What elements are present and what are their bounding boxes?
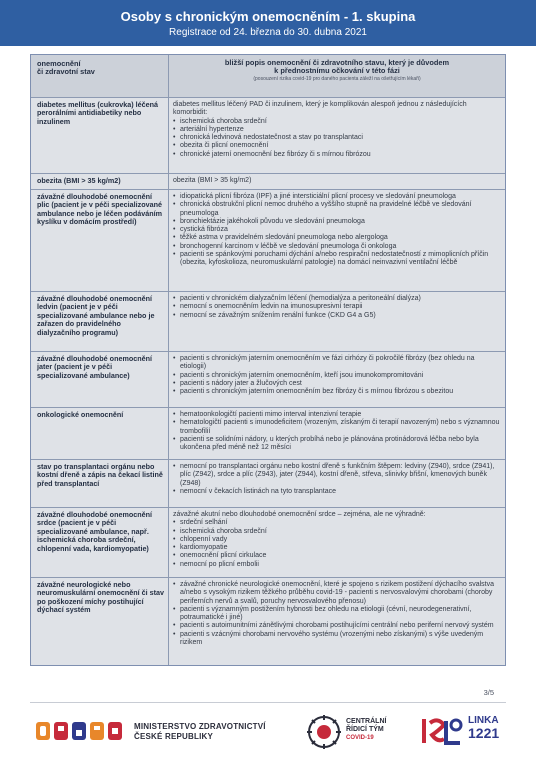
crt-name-line2: ŘÍDICÍ TÝM [346, 726, 384, 733]
list-item: • hematologičtí pacienti s imunodeficitem (vrozeným, získaným či terapií navozeným) nebo s významnou trombofilií [173, 419, 501, 436]
ministry-name-line2: ČESKÉ REPUBLIKY [134, 732, 214, 741]
row-items [173, 193, 501, 268]
table-row [31, 173, 505, 189]
table-row [31, 189, 505, 291]
row-description [168, 408, 505, 459]
list-item: • pacienti s autoimunitními zánětlivými chorobami postihujícími centrální nebo periferní nervový systém [173, 622, 501, 630]
row-items [173, 355, 501, 396]
list-item: • chronická ledvinová nedostatečnost a stav po transplantaci [173, 134, 501, 142]
list-item: • pacienti se spánkovými poruchami dýchání a/nebo respirační nedostatečností z mimoplicních příčin (obezita, kyfoskolioza, neuromuskulární patologie) na domácí neinvazivní ventilační léčbě [173, 251, 501, 268]
hotline-number: 1221 [468, 725, 500, 741]
list-item: • idiopatická plicní fibróza (IPF) a jiné intersticiální plicní procesy ve sledování pneumologa [173, 193, 501, 201]
row-condition: závažné dlouhodobé onemocnění jater (pacient je v péči specializované ambulance) [37, 354, 153, 380]
list-item: • závažné chronické neurologické onemocnění, které je spojeno s rizikem postižení dýchacího svalstva a/nebo s vysokým rizikem těžkého průběhu covid-19 - pacienti s nervosvalovými chorobami (choroby periferních nervů a svalů, poruchy nervosvalového přenosu) [173, 581, 501, 606]
row-description [168, 98, 505, 173]
ministry-name [134, 722, 266, 742]
list-item: • arteriální hypertenze [173, 126, 501, 134]
row-condition: onkologické onemocnění [37, 410, 124, 419]
row-items [173, 581, 501, 647]
list-item: • pacienti s vzácnými chorobami nervového systému (vrozenými nebo získanými) s výše uvedeným rizikem [173, 631, 501, 648]
list-item: • nemocní po transplantaci orgánu nebo kostní dřeně s funkčním štěpem: ledviny (Z940), srdce (Z941), plíc (Z942), srdce a plíc (Z943), jater (Z944), kostní dřeně, střeva, slinivky břišní, kmenových buněk (Z948) [173, 463, 501, 488]
list-item: • nemocní v čekacích listinách na tyto transplantace [173, 488, 501, 496]
ministry-logo-icon [36, 718, 128, 744]
row-condition: závažné neurologické nebo neuromuskulární onemocnění či stav po poškození míchy postihující dýchací systém [37, 580, 165, 615]
page-title: Osoby s chronickým onemocněním - 1. skupina [120, 9, 416, 24]
list-item: • chronická obstrukční plicní nemoc druhého a vyššího stupně na pravidelné léčbě ve sledování pneumologa [173, 201, 501, 218]
row-description [168, 352, 505, 407]
row-items [173, 295, 501, 320]
list-item: • nemocní se závažným snížením renální funkce (CKD G4 a G5) [173, 312, 501, 320]
list-item: • pacienti s chronickým jaterním onemocněním ve fázi cirhózy či pokročilé fibrózy (bez ohledu na etiologii) [173, 355, 501, 372]
hotline-emblem-icon [420, 715, 464, 749]
col-header-condition-line2: či zdravotní stav [37, 67, 95, 77]
footer-divider [30, 702, 506, 703]
row-description [168, 174, 505, 189]
hotline-word: LINKA [468, 715, 499, 726]
crt-name [346, 718, 386, 742]
list-item: • pacienti se solidními nádory, u kterých probíhá nebo je plánována protinádorová léčba nebo byla ukončena před méně než 12 měsíci [173, 436, 501, 453]
row-items [173, 118, 501, 159]
table-row [31, 351, 505, 407]
col-header-note: (posouzení rizika covid-19 pro daného pacienta záleží na ošetřujícím lékaři) [253, 75, 421, 82]
list-item: • srdeční selhání [173, 519, 501, 527]
table-row [31, 577, 505, 665]
row-condition: diabetes mellitus (cukrovka) léčená perorálními antidiabetiky nebo inzulinem [37, 100, 159, 126]
page-header [0, 0, 536, 46]
crt-name-line1: CENTRÁLNÍ [346, 718, 387, 725]
table-row [31, 507, 505, 577]
table-header-row [31, 55, 505, 97]
crt-logo-block [306, 710, 406, 754]
list-item: • obezita či plicní onemocnění [173, 142, 501, 150]
row-intro: závažné akutní nebo dlouhodobé onemocnění srdce – zejména, ale ne výhradně: [173, 511, 426, 518]
col-header-condition-line1: onemocnění [37, 59, 81, 68]
page-subtitle: Registrace od 24. března do 30. dubna 2021 [169, 27, 367, 38]
row-intro: obezita (BMI > 35 kg/m2) [173, 177, 252, 184]
list-item: • ischemická choroba srdeční [173, 118, 501, 126]
row-items [173, 463, 501, 496]
row-items [173, 519, 501, 569]
table-row [31, 291, 505, 351]
hotline-logo-block [420, 712, 510, 752]
table-row [31, 459, 505, 507]
col-header-description [168, 55, 505, 97]
ministry-logo-block [36, 716, 276, 750]
row-condition: závažné dlouhodobé onemocnění ledvin (pacient je v péči specializované ambulance nebo je zařazen do pravidelného dialyzačního programu) [37, 294, 155, 337]
row-condition: obezita (BMI > 35 kg/m2) [37, 176, 121, 185]
crt-emblem-icon [306, 712, 342, 752]
list-item: • chronické jaterní onemocnění bez fibrózy či s mírnou fibrózou [173, 151, 501, 159]
list-item: • pacienti s chronickým jaterním onemocněním, kteří jsou imunokompromitováni [173, 372, 501, 380]
row-condition: závažné dlouhodobé onemocnění srdce (pacient je v péči specializované ambulance, např. ischemická choroba srdeční, chlopenní vada, kardiomyopatie) [37, 510, 153, 553]
row-description [168, 292, 505, 351]
list-item: • cystická fibróza [173, 226, 501, 234]
list-item: • chlopenní vady [173, 536, 501, 544]
list-item: • onemocnění plicní cirkulace [173, 552, 501, 560]
list-item: • těžké astma v pravidelném sledování pneumologa nebo alergologa [173, 234, 501, 242]
row-items [173, 411, 501, 452]
list-item: • bronchiektázie jakéhokoli původu ve sledování pneumologa [173, 218, 501, 226]
row-description [168, 190, 505, 291]
list-item: • nemocní po plicní embolii [173, 561, 501, 569]
conditions-table [30, 54, 506, 666]
row-condition: závažné dlouhodobé onemocnění plic (pacient je v péči specializované ambulance nebo je léčen podáváním kyslíku v domácím prostředí) [37, 192, 163, 227]
list-item: • hematoonkologičtí pacienti mimo interval intenzivní terapie [173, 411, 501, 419]
crt-name-line3: COVID-19 [346, 735, 374, 741]
ministry-name-line1: MINISTERSTVO ZDRAVOTNICTVÍ [134, 722, 266, 731]
col-header-description-line1: bližší popis onemocnění či zdravotního stavu, který je důvodem [224, 58, 450, 67]
row-intro: diabetes mellitus léčený PAD či inzulinem, který je komplikován alespoň jednou z následujících komorbidit: [173, 101, 467, 117]
row-description [168, 578, 505, 665]
col-header-description-line2: k přednostnímu očkování v této fázi [274, 66, 400, 76]
row-condition: stav po transplantaci orgánu nebo kostní dřeně a zápis na čekací listině před transplantací [37, 462, 163, 488]
col-header-condition [31, 55, 168, 97]
table-row [31, 407, 505, 459]
hotline-label [468, 715, 499, 741]
list-item: • pacienti s nádory jater a žlučových cest [173, 380, 501, 388]
list-item: • pacienti v chronickém dialyzačním léčení (hemodialýza a peritoneální dialýza) [173, 295, 501, 303]
table-row [31, 97, 505, 173]
list-item: • nemocní s onemocněním ledvin na imunosupresivní terapii [173, 303, 501, 311]
row-description [168, 460, 505, 507]
list-item: • ischemická choroba srdeční [173, 528, 501, 536]
list-item: • kardiomyopatie [173, 544, 501, 552]
list-item: • pacienti s chronickým jaterním onemocněním bez fibrózy či s mírnou fibrózou s obezitou [173, 388, 501, 396]
row-description [168, 508, 505, 577]
page-number: 3/5 [483, 688, 494, 697]
list-item: • bronchogenní karcinom v léčbě ve sledování pneumologa či onkologa [173, 243, 501, 251]
list-item: • pacienti s významným postižením hybnosti bez ohledu na etiologii (cévní, neurodegenerativní, potraumatické i jiné) [173, 606, 501, 623]
